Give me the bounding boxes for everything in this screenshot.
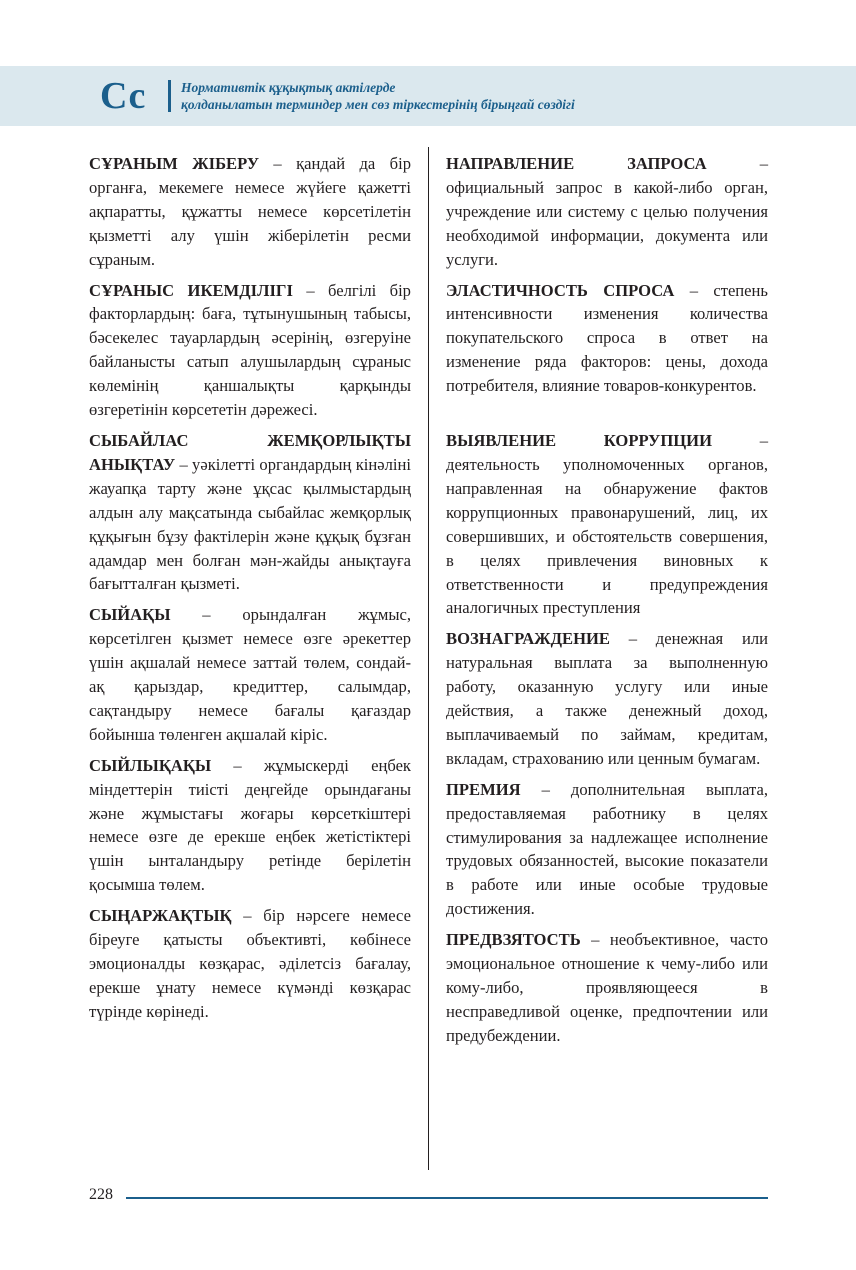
entry-definition: – орындалған жұмыс, көрсетілген қызмет немесе өзге әрекеттер үшін ақшалай немесе заттай төлем, сондай-ақ қарыздар, кредиттер, салымдар, сақтандыру немесе бағалы қағаздар бойынша төленген ақшалай кіріс.: [89, 605, 411, 744]
entry-definition: – денежная или натуральная выплата за выполненную работу, оказанную услугу или иные действия, а также денежный доход, выплачиваемый по займам, кредитам, вкладам, страхованию или ценным бумагам.: [446, 629, 768, 768]
entry-kk: [89, 152, 411, 272]
entry-ru: [446, 627, 768, 770]
entry-definition: – степень интенсивности изменения количества покупательского спроса в ответ на изменение ряда факторов: цены, дохода потребителя, влияние товаров-конкурентов.: [446, 280, 768, 396]
entry-term: СЫБАЙЛАС ЖЕМҚОРЛЫҚТЫ АНЫҚТАУ: [89, 430, 411, 474]
page-number: 228: [89, 1186, 113, 1203]
russian-column: [446, 152, 768, 1048]
entry-ru: [446, 429, 768, 620]
entry-ru: [446, 928, 768, 1048]
kazakh-column: [89, 152, 411, 1024]
entry-definition: – белгілі бір факторлардың: баға, тұтынушының табысы, бәсекелес тауарлардың әсерінің, өзгеруіне байланысты сатып алушылардың сұраныс көлемінің қаншалықты қарқынды өзгеретінін көрсететін дәрежесі.: [89, 280, 411, 420]
entry-kk: [89, 603, 411, 746]
entry-term: СҰРАНЫМ ЖІБЕРУ: [89, 154, 260, 173]
entry-term: СҰРАНЫС ИКЕМДІЛІГІ: [89, 280, 293, 300]
entry-ru: [446, 152, 768, 272]
entry-term: ПРЕМИЯ: [446, 779, 521, 799]
column-divider: [428, 147, 429, 1170]
entry-term: СЫЙЛЫҚАҚЫ: [89, 755, 212, 775]
entry-definition: – необъективное, часто эмоциональное отношение к чему-либо или кому-либо, проявляющееся в несправедливой оценке, предпочтении или предубеждении.: [446, 930, 768, 1045]
entry-term: ЭЛАСТИЧНОСТЬ СПРОСА: [446, 280, 675, 300]
entry-definition: – деятельность уполномоченных органов, направленная на обнаружение фактов коррупционных правонарушений, лиц, их совершивших, и обстоятельств совершения, в целях привлечения виновных к ответственности и предупреждения аналогичных преступления: [446, 431, 768, 618]
entry-kk: [89, 429, 411, 596]
entry-definition: – уәкілетті органдардың кінәліні жауапқа тарту және ұқсас қылмыстардың алдын алу мақсатында сыбайлас жемқорлық құқығын бұзу фактілерін және құқық бұзған адамдар мен болған мән-жайды анықтауға бағытталған қызметі.: [89, 454, 411, 594]
dictionary-title: [181, 79, 575, 113]
entry-ru: [446, 279, 768, 399]
entry-term: ВОЗНАГРАЖДЕНИЕ: [446, 629, 610, 649]
entry-kk: [89, 279, 411, 422]
entry-term: НАПРАВЛЕНИЕ ЗАПРОСА: [446, 154, 707, 173]
entry-definition: – дополнительная выплата, предоставляемая работнику в целях стимулирования за надлежащее исполнение трудовых обязанностей, высокие показатели в работе или иные особые трудовые достижения.: [446, 779, 768, 919]
dictionary-title-line2: қолданылатын терминдер мен сөз тіркестерінің бірыңғай сөздігі: [181, 97, 575, 112]
entry-definition: – бір нәрсеге немесе біреуге қатысты объективті, көбінесе эмоционалды көзқарас, әділетсіз бағалау, ерекше ұнату немесе күмәнді көзқарас түрінде көрінеді.: [89, 906, 411, 1021]
footer-rule: [126, 1197, 768, 1199]
entry-term: ПРЕДВЗЯТОСТЬ: [446, 930, 581, 950]
entry-term: ВЫЯВЛЕНИЕ КОРРУПЦИИ: [446, 431, 712, 451]
entry-definition: – қандай да бір органға, мекемеге немесе жүйеге қажетті ақпаратты, құжатты немесе көрсетілетін қызметті алу үшін жіберілетін ресми сұраным.: [89, 154, 411, 269]
entry-term: СЫЙАҚЫ: [89, 605, 171, 625]
entry-definition: – официальный запрос в какой-либо орган, учреждение или систему с целью получения необходимой информации, документа или услуги.: [446, 154, 768, 269]
header-divider: [168, 80, 171, 112]
entry-definition: – жұмыскерді еңбек міндеттерін тиісті деңгейде орындағаны және жұмыстағы жоғары көрсеткіштері немесе өзге де ерекше еңбек жетістіктері үшін ынталандыру ретінде берілетін қосымша төлем.: [89, 755, 411, 895]
dictionary-title-line1: Нормативтік құқықтық актілерде: [181, 80, 396, 95]
entry-kk: [89, 754, 411, 897]
entry-ru: [446, 778, 768, 921]
entry-term: СЫҢАРЖАҚТЫҚ: [89, 906, 232, 926]
entry-kk: [89, 904, 411, 1024]
section-letter: Cc: [100, 75, 147, 117]
